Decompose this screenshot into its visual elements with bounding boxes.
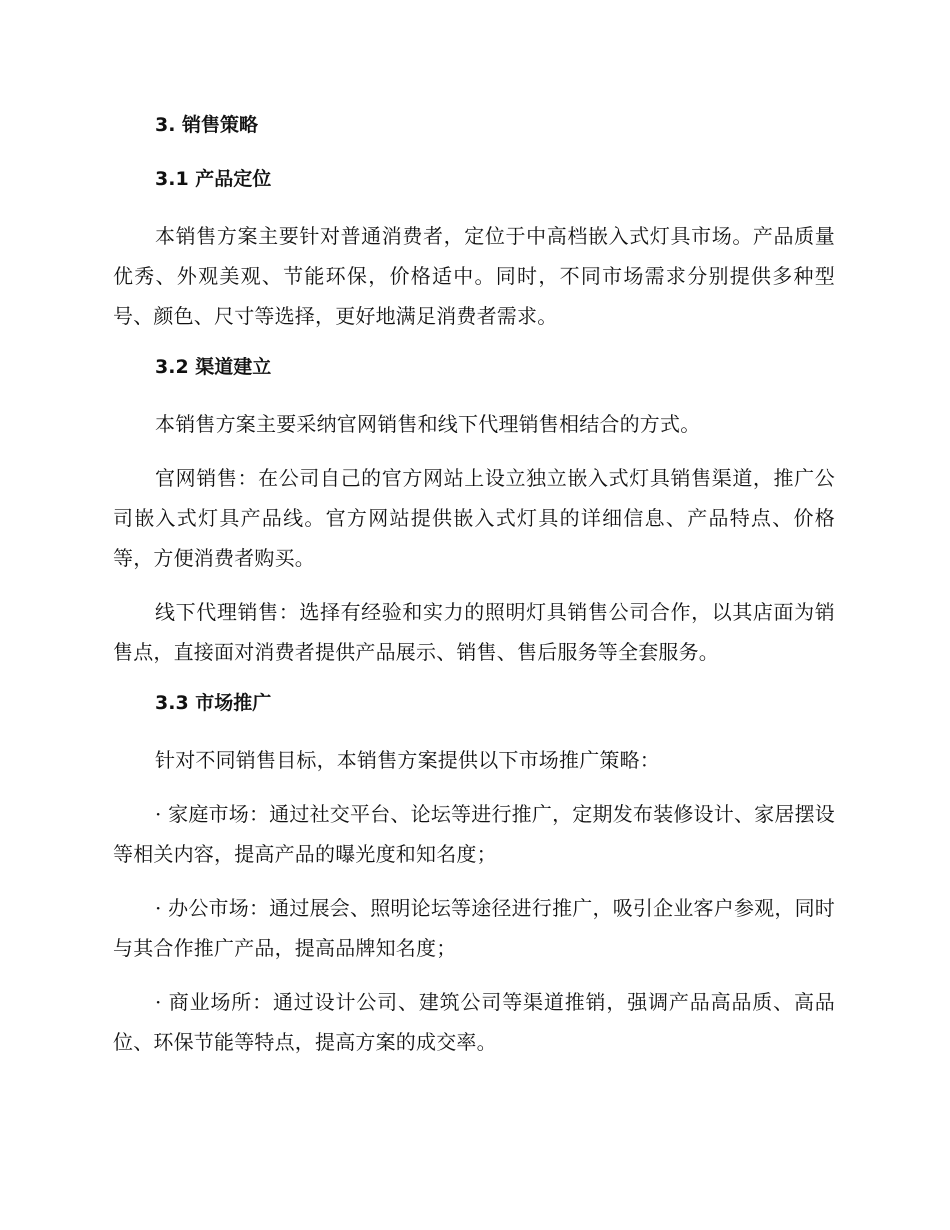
subsection-title-channel-building: 3.2 渠道建立 (155, 356, 272, 378)
subsection-title-product-positioning: 3.1 产品定位 (155, 168, 272, 190)
paragraph-offline-agency: 线下代理销售：选择有经验和实力的照明灯具销售公司合作，以其店面为销售点，直接面对消费者提供产品展示、销售、售后服务等全套服务。 (113, 600, 835, 664)
paragraph-channel-intro: 本销售方案主要采纳官网销售和线下代理销售相结合的方式。 (155, 412, 701, 436)
bullet-office-market: · 办公市场：通过展会、照明论坛等途径进行推广，吸引企业客户参观，同时与其合作推广产品，提高品牌知名度； (113, 896, 835, 960)
subsection-title-market-promotion: 3.3 市场推广 (155, 692, 272, 714)
bullet-commercial-venues: · 商业场所：通过设计公司、建筑公司等渠道推销，强调产品高品质、高品位、环保节能等特点，提高方案的成交率。 (113, 990, 835, 1054)
paragraph-promotion-intro: 针对不同销售目标，本销售方案提供以下市场推广策略： (155, 748, 660, 772)
document-body (113, 108, 835, 1076)
bullet-home-market: · 家庭市场：通过社交平台、论坛等进行推广，定期发布装修设计、家居摆设等相关内容，提高产品的曝光度和知名度； (113, 802, 835, 866)
paragraph-online-sales: 官网销售：在公司自己的官方网站上设立独立嵌入式灯具销售渠道，推广公司嵌入式灯具产品线。官方网站提供嵌入式灯具的详细信息、产品特点、价格等，方便消费者购买。 (113, 466, 835, 570)
section-title: 3. 销售策略 (155, 114, 259, 136)
paragraph-product-positioning: 本销售方案主要针对普通消费者，定位于中高档嵌入式灯具市场。产品质量优秀、外观美观、节能环保，价格适中。同时，不同市场需求分别提供多种型号、颜色、尺寸等选择，更好地满足消费者需求。 (113, 224, 835, 328)
